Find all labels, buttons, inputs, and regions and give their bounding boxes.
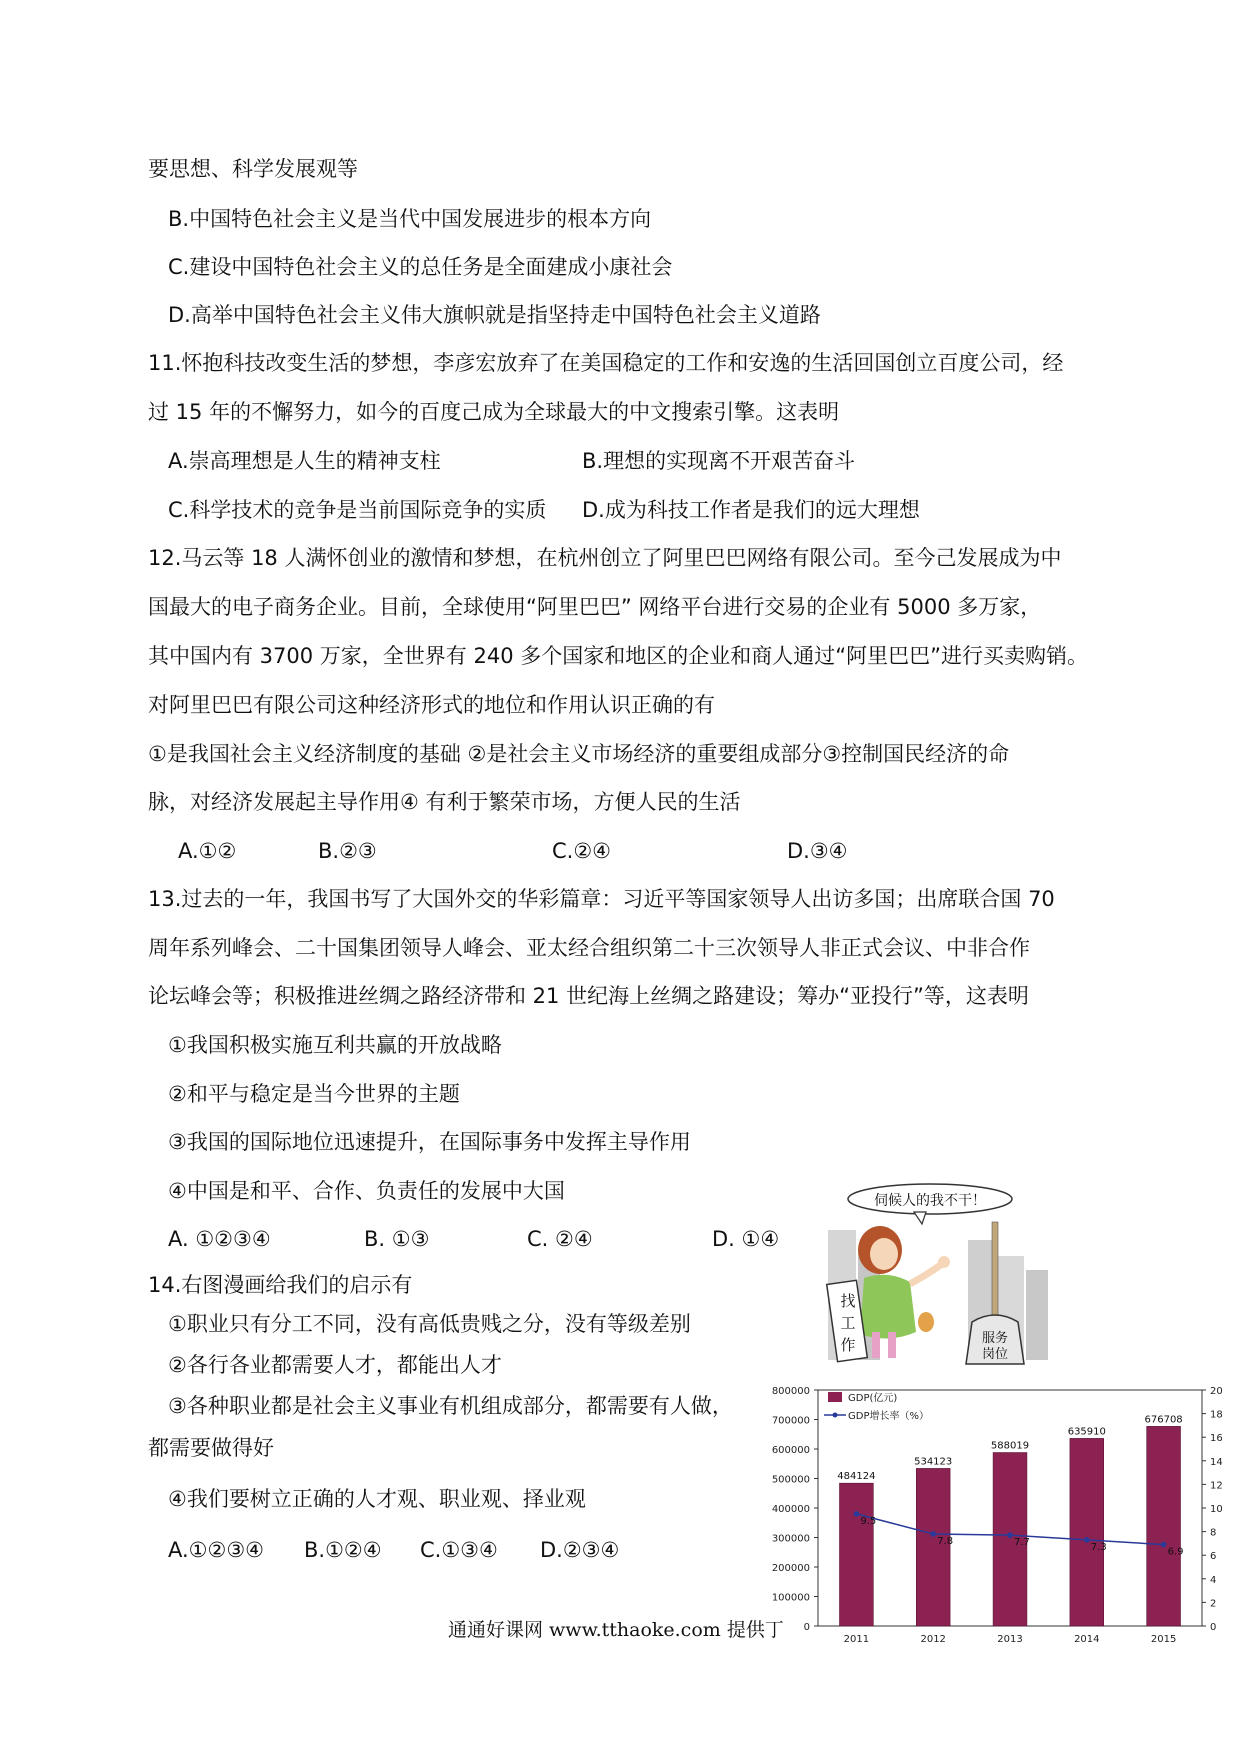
x-axis-tick-label: 2011 [843,1634,870,1645]
left-axis-tick-label: 200000 [771,1563,810,1574]
q11-stem-line1: 11.怀抱科技改变生活的梦想，李彦宏放弃了在美国稳定的工作和安逸的生活回国创立百度公司，经 [148,351,1064,375]
gdp-bar-label: 635910 [1067,1426,1106,1438]
q13-option-b: B. ①③ [364,1227,430,1251]
left-axis-tick-label: 800000 [771,1386,810,1397]
q12-items-line2: 脉，对经济发展起主导作用④ 有利于繁荣市场，方便人民的生活 [148,790,741,814]
gdp-bar-label: 484124 [837,1471,876,1483]
right-axis-tick-label: 4 [1210,1574,1217,1586]
growth-rate-label: 7.3 [1090,1541,1107,1553]
right-axis-tick-label: 8 [1210,1527,1217,1539]
growth-rate-point [1007,1532,1013,1538]
left-axis-tick-label: 700000 [771,1415,810,1427]
right-axis-tick-label: 2 [1210,1598,1217,1610]
q13-item-2: ②和平与稳定是当今世界的主题 [168,1082,460,1106]
q13-item-3: ③我国的国际地位迅速提升，在国际事务中发挥主导作用 [168,1130,691,1154]
q14-stem: 14.右图漫画给我们的启示有 [148,1273,413,1297]
q10-option-d: D.高举中国特色社会主义伟大旗帜就是指坚持走中国特色社会主义道路 [168,303,821,327]
q14-item-3b: 都需要做得好 [148,1436,274,1460]
page-footer: 通通好课网 www.tthaoke.com 提供丁 [448,1619,784,1641]
bag-label-line1: 服务 [981,1331,1009,1346]
q14-option-d: D.②③④ [540,1538,620,1562]
q12-stem-line1: 12.马云等 18 人满怀创业的激情和梦想，在杭州创立了阿里巴巴网络有限公司。至今己发展成为中 [148,546,1062,570]
q11-stem-line2: 过 15 年的不懈努力，如今的百度己成为全球最大的中文搜索引擎。这表明 [148,400,840,424]
x-axis-tick-label: 2012 [920,1634,946,1645]
q12-option-a: A.①② [178,839,237,863]
q10-option-b: B.中国特色社会主义是当代中国发展进步的根本方向 [168,207,652,231]
bag-label-line2: 岗位 [981,1347,1009,1362]
gdp-chart [758,1382,1234,1654]
growth-rate-label: 7.8 [937,1535,954,1547]
q10-option-c: C.建设中国特色社会主义的总任务是全面建成小康社会 [168,255,673,279]
q10-continuation: 要思想、科学发展观等 [148,157,358,181]
left-axis-tick-label: 500000 [771,1474,810,1486]
q13-stem-line3: 论坛峰会等；积极推进丝绸之路经济带和 21 世纪海上丝绸之路建设；筹办“亚投行”等，这表明 [148,984,1029,1008]
right-axis-tick-label: 0 [1210,1622,1217,1633]
gdp-bar [840,1483,877,1626]
q11-option-b: B.理想的实现离不开艰苦奋斗 [582,449,856,473]
q14-item-3a: ③各种职业都是社会主义事业有机组成部分，都需要有人做， [168,1394,733,1418]
left-axis-tick-label: 100000 [771,1592,810,1604]
gdp-bar [1070,1438,1104,1626]
right-axis-tick-label: 14 [1210,1456,1223,1468]
q14-item-1: ①职业只有分工不同，没有高低贵贱之分，没有等级差别 [168,1312,691,1336]
legend-swatch-gdp [828,1392,842,1402]
growth-rate-label: 7.7 [1014,1537,1030,1549]
sign-char-1: 找 [840,1292,856,1310]
x-axis-tick-label: 2015 [1150,1634,1177,1645]
q12-option-b: B.②③ [318,839,377,863]
legend-label-growth: GDP增长率（%） [848,1411,929,1422]
gdp-bar-label: 676708 [1144,1414,1183,1426]
left-axis-tick-label: 0 [803,1622,810,1633]
right-axis-tick-label: 16 [1210,1433,1223,1445]
right-axis-tick-label: 20 [1210,1386,1223,1397]
x-axis-tick-label: 2013 [997,1634,1023,1645]
left-axis-tick-label: 400000 [771,1504,810,1515]
q14-item-4: ④我们要树立正确的人才观、职业观、择业观 [168,1487,586,1511]
sign-char-3: 作 [840,1336,856,1354]
q13-stem-line1: 13.过去的一年，我国书写了大国外交的华彩篇章：习近平等国家领导人出访多国；出席联合国 70 [148,887,1055,911]
q12-stem-line2: 国最大的电子商务企业。目前，全球使用“阿里巴巴” 网络平台进行交易的企业有 5000 多万家， [148,595,1042,619]
q14-option-a: A.①②③④ [168,1538,264,1562]
q11-option-c: C.科学技术的竞争是当前国际竞争的实质 [168,498,547,522]
q13-option-d: D. ①④ [712,1227,780,1251]
right-axis-tick-label: 18 [1210,1409,1223,1421]
q12-option-c: C.②④ [552,839,611,863]
x-axis-tick-label: 2014 [1074,1634,1100,1645]
q12-option-d: D.③④ [787,839,848,863]
speech-bubble-text: 伺候人的我不干！ [874,1193,986,1209]
legend-marker-growth [833,1413,838,1418]
speech-bubble [848,1184,1012,1224]
q13-option-c: C. ②④ [527,1227,593,1251]
q14-option-c: C.①③④ [420,1538,498,1562]
q12-items-line1: ①是我国社会主义经济制度的基础 ②是社会主义市场经济的重要组成部分③控制国民经济的命 [148,742,1010,766]
gdp-bar-label: 588019 [990,1440,1030,1452]
q11-option-d: D.成为科技工作者是我们的远大理想 [582,498,920,522]
growth-rate-point [854,1511,860,1517]
q13-item-1: ①我国积极实施互利共赢的开放战略 [168,1033,502,1057]
q13-stem-line2: 周年系列峰会、二十国集团领导人峰会、亚太经合组织第二十三次领导人非正式会议、中非合作 [148,936,1030,960]
growth-rate-label: 6.9 [1167,1546,1184,1558]
right-axis-tick-label: 12 [1210,1480,1223,1492]
gdp-bar [1147,1426,1181,1626]
job-cartoon [818,1182,1056,1377]
gdp-bar [916,1468,950,1626]
gdp-bar-label: 534123 [914,1456,953,1468]
chart-legend [824,1391,929,1422]
sign-char-2: 工 [840,1314,856,1332]
q14-option-b: B.①②④ [304,1538,382,1562]
growth-rate-point [930,1531,936,1537]
growth-rate-point [1084,1537,1090,1543]
q11-option-a: A.崇高理想是人生的精神支柱 [168,449,441,473]
right-axis-tick-label: 10 [1210,1504,1223,1515]
right-axis-tick-label: 6 [1210,1551,1217,1563]
q13-item-4: ④中国是和平、合作、负责任的发展中大国 [168,1179,565,1203]
growth-rate-label: 9.5 [860,1515,877,1527]
q12-stem-line3: 其中国内有 3700 万家，全世界有 240 多个国家和地区的企业和商人通过“阿里巴巴”进行买卖购销。 [148,644,1088,668]
left-axis-tick-label: 600000 [771,1445,810,1456]
q14-item-2: ②各行各业都需要人才，都能出人才 [168,1353,502,1377]
left-axis-tick-label: 300000 [771,1533,810,1545]
legend-label-gdp: GDP(亿元) [848,1393,898,1404]
growth-rate-point [1161,1542,1167,1548]
q13-option-a: A. ①②③④ [168,1227,271,1251]
chart-bars [840,1426,1181,1626]
q12-stem-line4: 对阿里巴巴有限公司这种经济形式的地位和作用认识正确的有 [148,693,715,717]
